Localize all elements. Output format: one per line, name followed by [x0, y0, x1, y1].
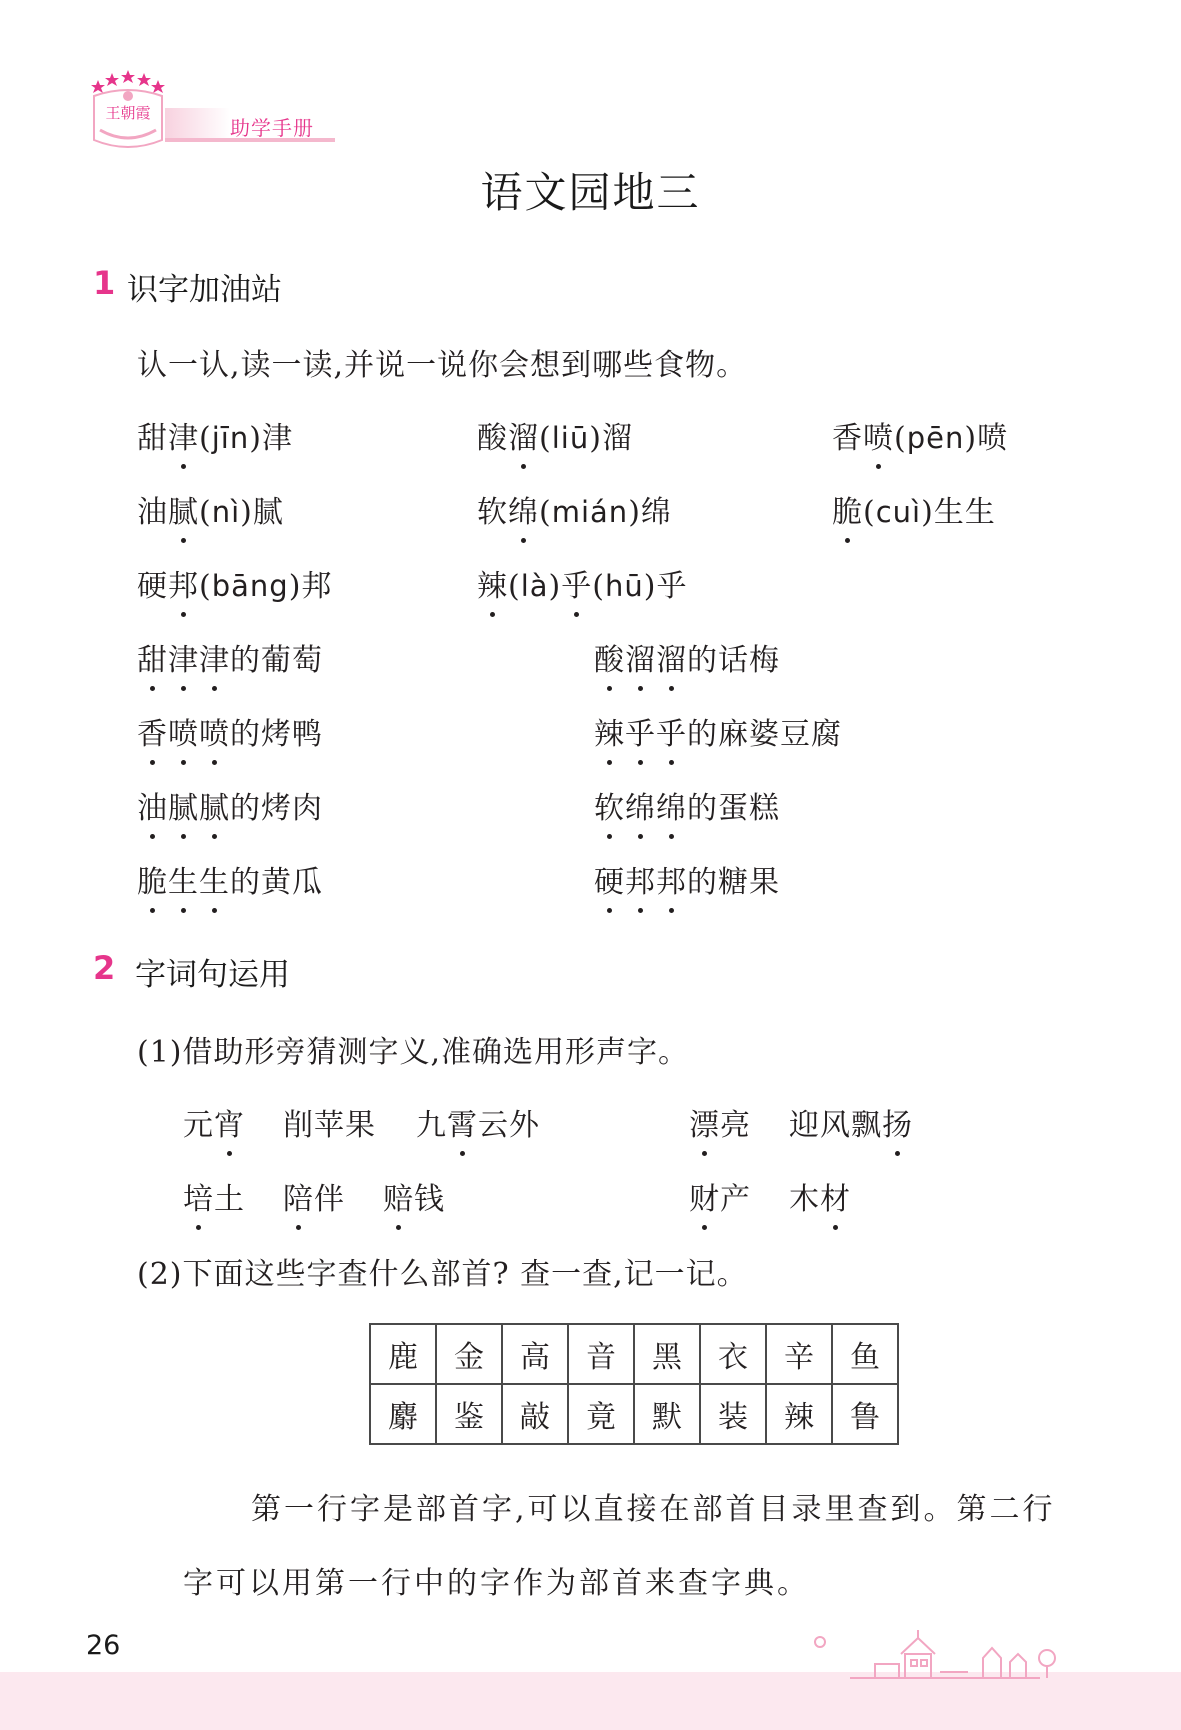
q1-word: 九霄云外: [416, 1100, 540, 1144]
page-number: 26: [86, 1630, 121, 1661]
header-tag-background: [165, 108, 230, 138]
radical-table: [369, 1323, 899, 1445]
table-cell: 衣: [700, 1324, 766, 1384]
q1-word: 漂亮: [689, 1100, 751, 1144]
instruction-text: 认一认,读一读,并说一说你会想到哪些食物。: [137, 348, 748, 383]
table-cell: 鲁: [832, 1384, 898, 1444]
table-cell: 鹿: [370, 1324, 436, 1384]
question-1: (1)借助形旁猜测字义,准确选用形声字。: [137, 1035, 690, 1070]
table-cell: 鱼: [832, 1324, 898, 1384]
table-row: [370, 1324, 898, 1384]
table-cell: 默: [634, 1384, 700, 1444]
table-cell: 音: [568, 1324, 634, 1384]
phrase-item: 脆生生的黄瓜: [137, 857, 323, 901]
phrase-item: 油腻腻的烤肉: [137, 783, 323, 827]
table-cell: 鉴: [436, 1384, 502, 1444]
house-illustration-icon: [805, 1620, 1075, 1690]
word-item: 油腻(nì)腻: [137, 487, 284, 531]
table-cell: 装: [700, 1384, 766, 1444]
section-number: 1: [93, 264, 116, 302]
q1-word: 元宵: [183, 1100, 245, 1144]
word-item: 香喷(pēn)喷: [832, 413, 1008, 457]
note-line-1: 第一行字是部首字,可以直接在部首目录里查到。第二行: [251, 1492, 1056, 1527]
phrase-item: 辣乎乎的麻婆豆腐: [594, 709, 842, 753]
section-title: 识字加油站: [127, 272, 282, 308]
table-cell: 高: [502, 1324, 568, 1384]
table-cell: 辛: [766, 1324, 832, 1384]
word-item: 甜津(jīn)津: [137, 413, 293, 457]
q1-word: 财产: [689, 1174, 751, 1218]
word-item: 酸溜(liū)溜: [477, 413, 633, 457]
phrase-item: 酸溜溜的话梅: [594, 635, 780, 679]
word-item: 脆(cuì)生生: [832, 487, 996, 531]
header-tag: 助学手册: [230, 116, 314, 140]
q1-word: 赔钱: [383, 1174, 445, 1218]
phrase-item: 香喷喷的烤鸭: [137, 709, 323, 753]
word-item: 软绵(mián)绵: [477, 487, 672, 531]
section-number: 2: [93, 949, 116, 987]
q1-word: 培土: [183, 1174, 245, 1218]
note-line-2: 字可以用第一行中的字作为部首来查字典。: [183, 1566, 810, 1601]
table-row: [370, 1384, 898, 1444]
logo-text: 王朝霞: [105, 104, 151, 122]
table-cell: 麝: [370, 1384, 436, 1444]
q1-word: 陪伴: [283, 1174, 345, 1218]
question-2: (2)下面这些字查什么部首? 查一查,记一记。: [137, 1257, 748, 1292]
table-cell: 竟: [568, 1384, 634, 1444]
page-title: 语文园地三: [480, 168, 701, 217]
q1-word: 木材: [789, 1174, 851, 1218]
section-title: 字词句运用: [135, 957, 290, 993]
q1-word: 迎风飘扬: [789, 1100, 913, 1144]
word-item: 辣(là)乎(hū)乎: [477, 561, 687, 605]
publisher-logo: [86, 66, 170, 154]
word-item: 硬邦(bāng)邦: [137, 561, 332, 605]
q1-word: 削苹果: [283, 1108, 376, 1143]
table-cell: 敲: [502, 1384, 568, 1444]
phrase-item: 甜津津的葡萄: [137, 635, 323, 679]
table-cell: 辣: [766, 1384, 832, 1444]
phrase-item: 硬邦邦的糖果: [594, 857, 780, 901]
phrase-item: 软绵绵的蛋糕: [594, 783, 780, 827]
table-cell: 金: [436, 1324, 502, 1384]
table-cell: 黑: [634, 1324, 700, 1384]
